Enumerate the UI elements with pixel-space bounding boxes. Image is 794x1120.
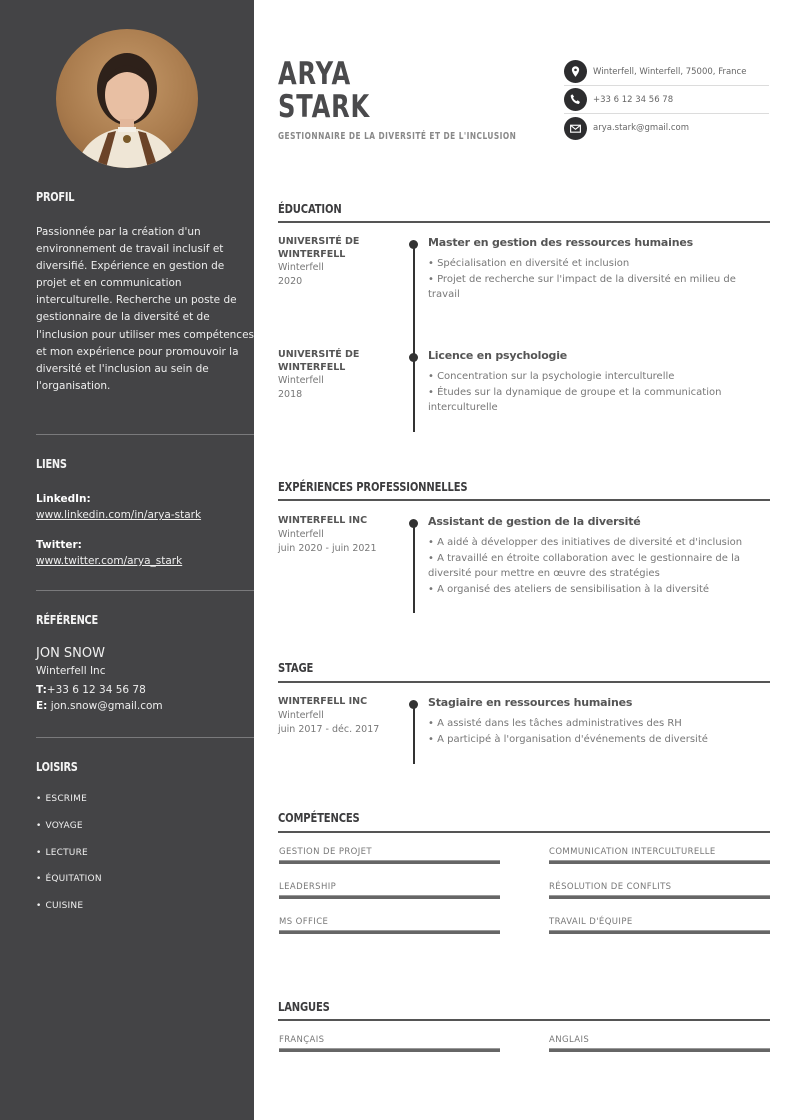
twitter-label: Twitter: — [36, 539, 82, 551]
profile-summary: Passionnée par la création d'un environnement de travail inclusif et diversifié. Expérience en gestion de projet et en communication interculturelle. Recherche un poste de gestionnaire de la diversité et de l'inclusion pour utiliser mes compétences et mon expérience pour promouvoir la diversité et l'inclusion au sein de l'organisation. — [36, 226, 255, 392]
education-title: ÉDUCATION — [278, 201, 342, 216]
portrait-image — [56, 29, 198, 168]
skill-label: COMMUNICATION INTERCULTURELLE — [549, 847, 716, 857]
main-content — [254, 0, 794, 1120]
hobby-item: • CUISINE — [36, 901, 254, 928]
skill-item — [279, 882, 500, 899]
linkedin-link[interactable]: www.linkedin.com/in/arya-stark — [36, 509, 202, 521]
hobby-item: • LECTURE — [36, 848, 254, 875]
date-range: juin 2020 - juin 2021 — [278, 542, 377, 554]
entry-details — [428, 515, 770, 597]
date: 2020 — [278, 276, 303, 287]
sidebar — [0, 0, 254, 1120]
sidebar-divider — [36, 737, 254, 738]
bullet-item: • Études sur la dynamique de groupe et la communication interculturelle — [428, 385, 770, 416]
bullet-item: • Spécialisation en diversité et inclusion — [428, 256, 770, 272]
section-divider — [278, 221, 770, 223]
language-bar — [549, 1048, 770, 1052]
bullet-list — [428, 716, 770, 747]
hobbies-section — [36, 760, 254, 928]
contact-email — [564, 114, 769, 142]
degree: Licence en psychologie — [428, 349, 568, 362]
skill-bar — [549, 895, 770, 899]
location: Winterfell — [278, 528, 324, 540]
skill-bar — [279, 860, 500, 864]
hobbies-title: LOISIRS — [36, 760, 78, 774]
entry-meta — [278, 236, 398, 289]
skill-item — [279, 847, 500, 864]
skill-item — [549, 847, 770, 864]
links-section — [36, 457, 254, 569]
entry-meta — [278, 696, 398, 737]
skill-label: MS OFFICE — [279, 917, 329, 927]
skill-item — [549, 917, 770, 934]
reference-section — [36, 613, 254, 714]
date-range: juin 2017 - déc. 2017 — [278, 723, 380, 735]
bullet-item: • A assisté dans les tâches administratives des RH — [428, 716, 770, 732]
entry-meta — [278, 515, 398, 556]
job-role: Stagiaire en ressources humaines — [428, 696, 633, 709]
reference-name: JON SNOW — [36, 646, 105, 661]
links-title: LIENS — [36, 457, 67, 471]
reference-phone-label: T: — [36, 684, 47, 696]
bullet-item: • A aidé à développer des initiatives de diversité et d'inclusion — [428, 535, 770, 551]
skill-bar — [549, 930, 770, 934]
phone-icon — [564, 88, 587, 111]
job-title: GESTIONNAIRE DE LA DIVERSITÉ ET DE L'INCLUSION — [278, 131, 517, 142]
reference-phone-value: +33 6 12 34 56 78 — [46, 684, 146, 696]
full-name — [278, 58, 370, 124]
section-divider — [278, 681, 770, 683]
bullet-list — [428, 369, 770, 416]
email-text: arya.stark@gmail.com — [593, 123, 689, 133]
entry-details — [428, 349, 770, 416]
twitter-link[interactable]: www.twitter.com/arya_stark — [36, 555, 183, 567]
skill-label: RÉSOLUTION DE CONFLITS — [549, 882, 672, 892]
experience-title: EXPÉRIENCES PROFESSIONNELLES — [278, 479, 468, 494]
skill-item — [549, 882, 770, 899]
link-item-twitter — [36, 537, 254, 569]
profile-title: PROFIL — [36, 190, 75, 204]
section-divider — [278, 499, 770, 501]
company: WINTERFELL INC — [278, 515, 368, 526]
bullet-item: • A travaillé en étroite collaboration avec le gestionnaire de la diversité pour mettre en œuvre des stratégies — [428, 551, 770, 582]
reference-title: RÉFÉRENCE — [36, 613, 99, 627]
location: Winterfell — [278, 262, 324, 273]
sidebar-divider — [36, 434, 254, 435]
location: Winterfell — [278, 709, 324, 721]
bullet-item: • Concentration sur la psychologie interculturelle — [428, 369, 770, 385]
reference-phone — [36, 682, 254, 698]
first-name: ARYA — [278, 56, 352, 92]
date: 2018 — [278, 389, 303, 400]
contact-phone — [564, 86, 769, 114]
linkedin-label: LinkedIn: — [36, 493, 91, 505]
timeline-line — [413, 523, 415, 613]
job-role: Assistant de gestion de la diversité — [428, 515, 641, 528]
language-bar — [279, 1048, 500, 1052]
timeline-line — [413, 357, 415, 432]
language-item — [279, 1035, 500, 1052]
language-item — [549, 1035, 770, 1052]
degree: Master en gestion des ressources humaines — [428, 236, 693, 249]
location: Winterfell — [278, 375, 324, 386]
section-divider — [278, 1019, 770, 1021]
hobbies-list — [36, 794, 254, 928]
company: WINTERFELL INC — [278, 696, 368, 707]
skill-label: TRAVAIL D'ÉQUIPE — [549, 917, 633, 927]
entry-meta — [278, 349, 398, 402]
hobby-item: • ÉQUITATION — [36, 874, 254, 901]
language-label: ANGLAIS — [549, 1035, 590, 1045]
phone-text: +33 6 12 34 56 78 — [593, 94, 674, 105]
entry-details — [428, 696, 770, 747]
reference-email-value: jon.snow@gmail.com — [50, 700, 163, 712]
skill-bar — [279, 930, 500, 934]
link-item-linkedin — [36, 491, 254, 523]
reference-email-label: E: — [36, 700, 48, 712]
internship-title: STAGE — [278, 660, 314, 675]
bullet-list — [428, 256, 770, 303]
skill-label: GESTION DE PROJET — [279, 847, 373, 857]
reference-email — [36, 698, 254, 714]
reference-company: Winterfell Inc — [36, 665, 106, 677]
hobby-item: • ESCRIME — [36, 794, 254, 821]
location-pin-icon — [564, 60, 587, 83]
address-text: Winterfell, Winterfell, 75000, France — [593, 66, 747, 77]
institution: UNIVERSITÉ DE WINTERFELL — [278, 236, 360, 260]
skill-bar — [279, 895, 500, 899]
language-label: FRANÇAIS — [279, 1035, 325, 1045]
skill-bar — [549, 860, 770, 864]
skill-label: LEADERSHIP — [279, 882, 337, 892]
section-divider — [278, 831, 770, 833]
contact-address — [564, 58, 769, 86]
skills-title: COMPÉTENCES — [278, 810, 360, 825]
bullet-list — [428, 535, 770, 597]
envelope-icon — [564, 117, 587, 140]
profile-section — [36, 190, 254, 395]
sidebar-divider — [36, 590, 254, 591]
profile-photo — [56, 29, 198, 168]
institution: UNIVERSITÉ DE WINTERFELL — [278, 349, 360, 373]
skill-item — [279, 917, 500, 934]
bullet-item: • A participé à l'organisation d'événements de diversité — [428, 732, 770, 748]
hobby-item: • VOYAGE — [36, 821, 254, 848]
entry-details — [428, 236, 770, 303]
bullet-item: • A organisé des ateliers de sensibilisation à la diversité — [428, 582, 770, 598]
timeline-line — [413, 704, 415, 764]
bullet-item: • Projet de recherche sur l'impact de la diversité en milieu de travail — [428, 272, 770, 303]
timeline-line — [413, 244, 415, 354]
languages-title: LANGUES — [278, 999, 330, 1014]
last-name: STARK — [278, 89, 371, 125]
